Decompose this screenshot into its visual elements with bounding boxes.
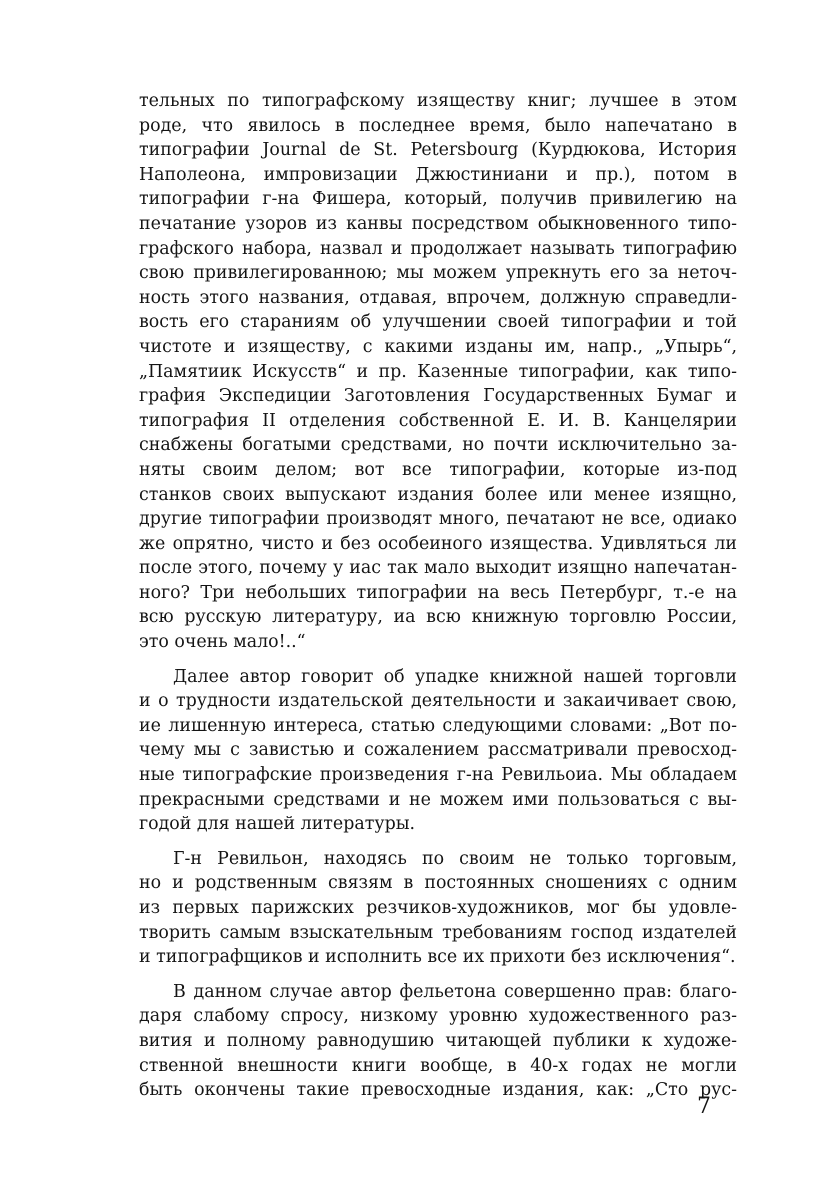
text-line: графского набора, назвал и продолжает называть типографию	[139, 238, 737, 259]
text-line: же опрятно, чисто и без особеиного изящества. Удивляться ли	[139, 533, 737, 554]
paragraph	[139, 89, 737, 655]
text-line: снабжены богатыми средствами, но почти исключительно за-	[139, 435, 737, 456]
paragraph-gap	[139, 970, 737, 980]
paragraph-gap	[139, 655, 737, 665]
text-line: тельных по типографскому изяществу книг; лучшее в этом	[139, 91, 737, 111]
text-line: станков своих выпускают издания более или менее изящно,	[139, 484, 737, 505]
text-line: вития и полному равнодушию читающей публики к художе-	[139, 1030, 737, 1051]
text-line: прекрасными средствами и не можем ими пользоваться с вы-	[139, 789, 737, 810]
text-line: Наполеона, импровизации Джюстиниани и пр.), потом в	[139, 164, 737, 185]
text-line: и типографщиков и исполнить все их прихоти без исключения“.	[139, 947, 736, 968]
text-line: и о трудности издательской деятельности и закаичивает свою,	[139, 691, 737, 712]
text-line: Далее автор говорит об упадке книжной нашей торговли	[173, 666, 737, 687]
text-line: „Памятиик Искусств“ и пр. Казенные типографии, как типо-	[139, 361, 737, 382]
text-line: роде, что явилось в последнее время, было напечатано в	[139, 115, 737, 136]
paragraph	[139, 980, 737, 1103]
text-line: чему мы с завистью и сожалением рассматривали превосход-	[139, 740, 737, 761]
text-line: быть окончены такие превосходные издания, как: „Сто рус-	[139, 1080, 737, 1101]
paragraph-gap	[139, 837, 737, 847]
text-line: после этого, почему у иас так мало выходит изящно напечатан-	[139, 558, 737, 579]
text-line: типографии Journal de St. Petersbourg (Курдюкова, История	[139, 140, 737, 161]
text-line: типографии г-на Фишера, который, получив привилегию на	[139, 189, 737, 210]
text-line: ные типографские произведения г-на Ревильоиа. Мы обладаем	[139, 765, 737, 786]
text-line: это очень мало!..“	[139, 632, 306, 653]
paragraph	[139, 665, 737, 837]
text-line: всю русскую литературу, иа всю книжную торговлю России,	[139, 607, 737, 628]
text-line: свою привилегированною; мы можем упрекнуть его за неточ-	[139, 263, 737, 284]
text-line: типография II отделения собственной Е. И. В. Канцелярии	[139, 410, 737, 431]
text-line: ность этого названия, отдавая, впрочем, должную справедли-	[139, 287, 737, 308]
text-line: Г-н Ревильон, находясь по своим не только торговым,	[173, 848, 737, 869]
body-text	[139, 89, 737, 1103]
text-line: графия Экспедиции Заготовления Государственных Бумаг и	[139, 386, 737, 407]
text-line: ственной внешности книги вообще, в 40-х годах не могли	[139, 1055, 737, 1076]
text-line: творить самым взыскательным требованиям господ издателей	[139, 922, 737, 943]
text-line: ного? Три небольших типографии на весь Петербург, т.-е на	[139, 582, 737, 603]
page-number: 7	[697, 1094, 711, 1119]
text-line: другие типографии производят много, печатают не все, одиако	[139, 509, 737, 530]
paragraph	[139, 847, 737, 970]
text-line: но и родственным связям в постоянных сношениях с одним	[139, 873, 737, 894]
text-line: чистоте и изяществу, с какими изданы им, напр., „Упырь“,	[139, 336, 737, 357]
text-line: вость его стараниям об улучшении своей типографии и той	[139, 312, 737, 333]
text-line: из первых парижских резчиков-художников, мог бы удовле-	[139, 898, 737, 918]
text-line: няты своим делом; вот все типографии, которые из-под	[139, 459, 737, 480]
text-line: ие лишенную интереса, статью следующими словами: „Вот по-	[139, 715, 737, 736]
text-line: годой для нашей литературы.	[139, 814, 416, 835]
text-line: даря слабому спросу, низкому уровню художественного раз-	[139, 1006, 737, 1027]
text-line: печатание узоров из канвы посредством обыкновенного типо-	[139, 213, 737, 234]
text-line: В данном случае автор фельетона совершенно прав: благо-	[173, 981, 737, 1002]
